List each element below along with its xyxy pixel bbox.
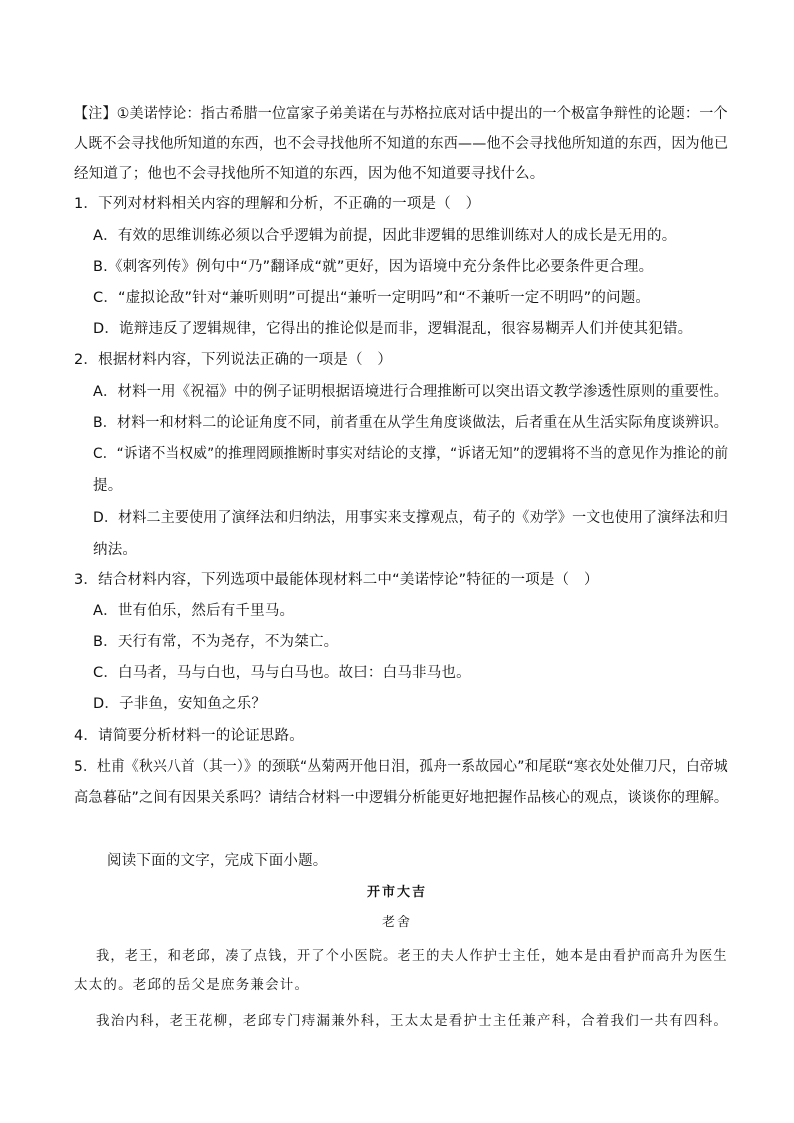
question-2-option-d-cont: 纳法。 xyxy=(93,542,138,558)
note-line-3: 经知道了；他也不会寻找他所不知道的东西，因为他不知道要寻找什么。 xyxy=(74,166,545,182)
question-3-option-b: B．天行有常，不为尧存，不为桀亡。 xyxy=(93,634,339,650)
question-2-option-c: C．“诉诸不当权威”的推理罔顾推断时事实对结论的支撑，“诉诸无知”的逻辑将不当的意见作为推论的前 xyxy=(93,446,729,462)
question-3-stem: 3．结合材料内容，下列选项中最能体现材料二中“美诺悖论”特征的一项是（ ） xyxy=(74,572,599,588)
question-2-option-b: B．材料一和材料二的论证角度不同，前者重在从学生角度谈做法，后者重在从生活实际角度谈辨识。 xyxy=(93,415,728,431)
question-2-option-d: D．材料二主要使用了演绎法和归纳法，用事实来支撑观点，荀子的《劝学》一文也使用了演绎法和归 xyxy=(93,510,729,526)
story-author: 老舍 xyxy=(381,915,412,930)
question-3-option-a: A．世有伯乐，然后有千里马。 xyxy=(93,603,295,619)
question-4-stem: 4．请简要分析材料一的论证思路。 xyxy=(74,728,304,744)
question-2-stem: 2．根据材料内容，下列说法正确的一项是（ ） xyxy=(74,352,393,368)
note-line-1: 【注】①美诺悖论：指古希腊一位富家子弟美诺在与苏格拉底对话中提出的一个极富争辩性的论题：一个 xyxy=(74,106,728,122)
question-1-option-c: C．“虚拟论敌”针对“兼听则明”可提出“兼听一定明吗”和“不兼听一定不明吗”的问题。 xyxy=(93,290,651,306)
question-5-line-2: 高急暮砧”之间有因果关系吗？请结合材料一中逻辑分析能更好地把握作品核心的观点，谈谈你的理解。 xyxy=(74,790,729,806)
question-1-option-b: B.《刺客列传》例句中“乃”翻译成“就”更好，因为语境中充分条件比必要条件更合理。 xyxy=(93,259,654,275)
question-2-option-a: A．材料一用《祝福》中的例子证明根据语境进行合理推断可以突出语文教学渗透性原则的重要性。 xyxy=(93,384,729,400)
reading-instruction: 阅读下面的文字，完成下面小题。 xyxy=(107,853,328,869)
question-1-stem: 1．下列对材料相关内容的理解和分析，不正确的一项是（ ） xyxy=(74,196,481,212)
question-3-option-c: C．白马者，马与白也，马与白马也。故曰：白马非马也。 xyxy=(93,665,471,681)
story-paragraph-1-line-1: 我，老王，和老邱，凑了点钱，开了个小医院。老王的夫人作护士主任，她本是由看护而高升为医生 xyxy=(96,948,728,964)
note-line-2: 人既不会寻找他所知道的东西，也不会寻找他所不知道的东西——他不会寻找他所知道的东西，因为他已 xyxy=(74,136,729,152)
story-paragraph-1-line-2: 太太的。老邱的岳父是庶务兼会计。 xyxy=(74,977,310,993)
story-paragraph-2: 我治内科，老王花柳，老邱专门痔漏兼外科，王太太是看护士主任兼产科，合着我们一共有四科。 xyxy=(96,1013,729,1029)
question-1-option-a: A．有效的思维训练必须以合乎逻辑为前提，因此非逻辑的思维训练对人的成长是无用的。 xyxy=(93,228,677,244)
story-title: 开市大吉 xyxy=(366,885,427,900)
question-5-line-1: 5．杜甫《秋兴八首（其一）》的颈联“丛菊两开他日泪，孤舟一系故园心”和尾联“寒衣处处催刀尺，白帝城 xyxy=(74,759,728,775)
question-2-option-c-cont: 提。 xyxy=(93,478,123,494)
question-3-option-d: D．子非鱼，安知鱼之乐？ xyxy=(93,696,267,712)
question-1-option-d: D．诡辩违反了逻辑规律，它得出的推论似是而非，逻辑混乱，很容易糊弄人们并使其犯错。 xyxy=(93,321,693,337)
